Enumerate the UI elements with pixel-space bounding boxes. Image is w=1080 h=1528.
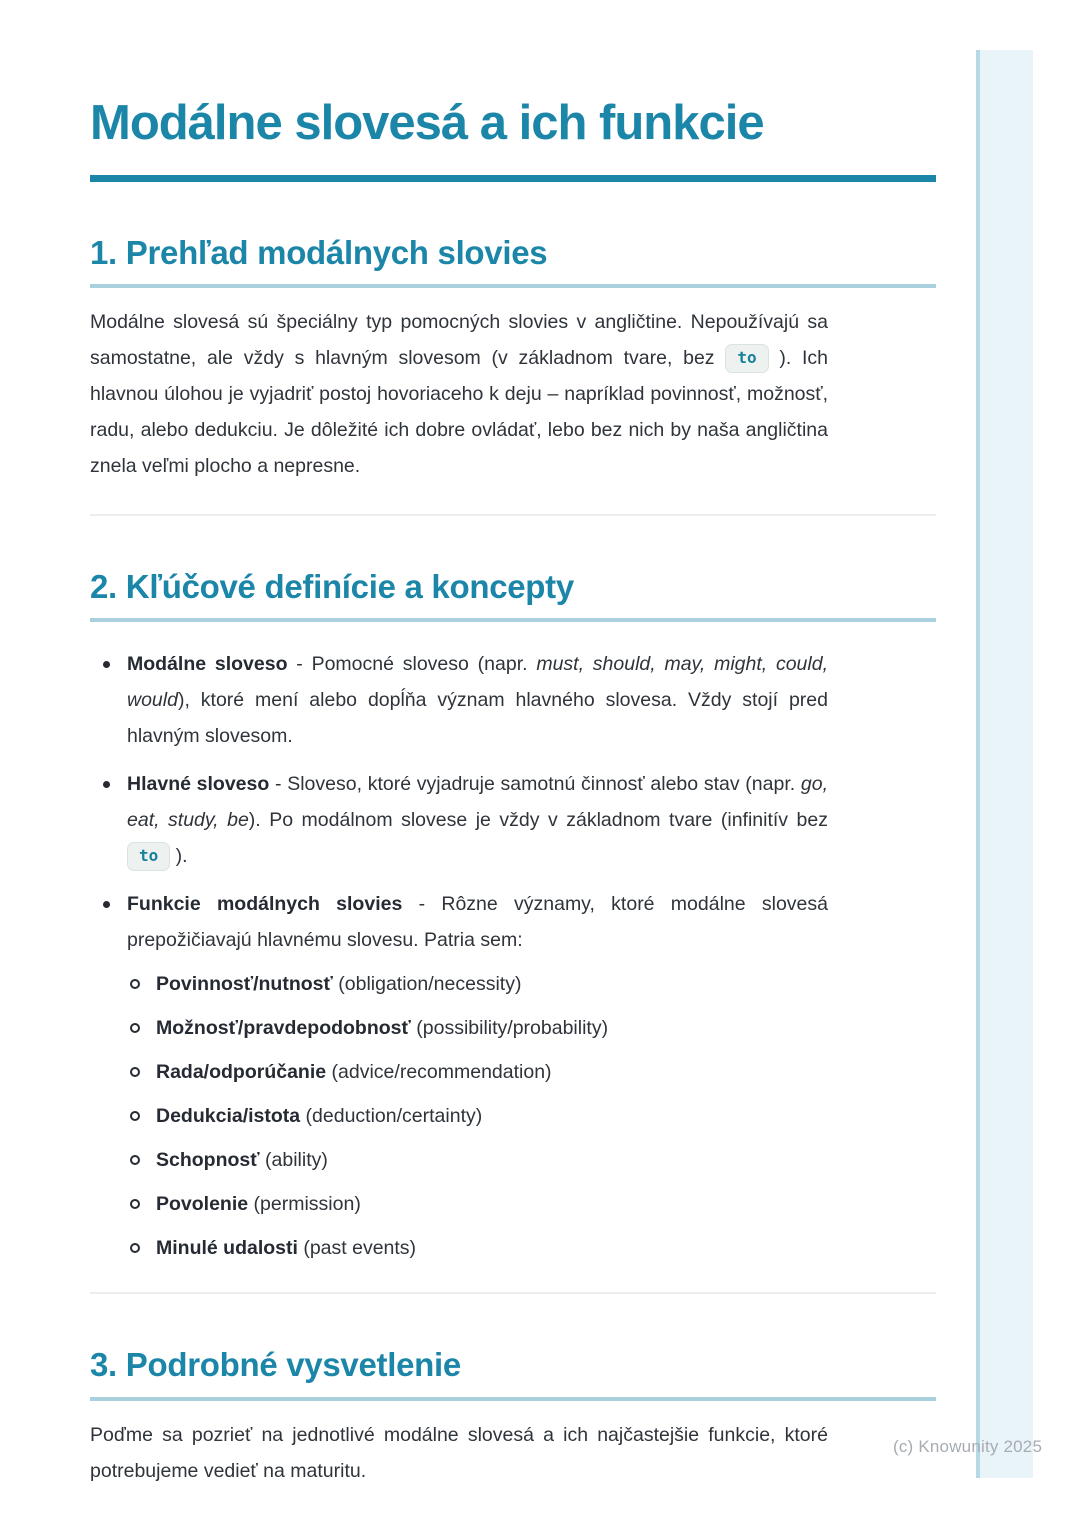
definition-text: ). — [170, 845, 188, 868]
document-header — [90, 94, 936, 182]
definitions-list — [90, 646, 828, 1262]
sublist-item — [127, 1146, 828, 1174]
function-label: Minulé udalosti — [156, 1237, 298, 1260]
list-item — [90, 886, 828, 1262]
example-verbs: go, eat, study, be — [127, 773, 828, 832]
sublist-item — [127, 1058, 828, 1086]
inline-code-to-chip: to — [725, 344, 768, 373]
functions-sublist — [127, 970, 828, 1262]
function-label: Povolenie — [156, 1193, 249, 1216]
paragraph-text: Modálne slovesá sú špeciálny typ pomocných slovies v angličtine. Nepoužívajú sa samostatne, ale vždy s hlavným slovesom (v základnom tvare, bez — [90, 311, 828, 370]
function-label: Rada/odporúčanie — [156, 1061, 327, 1084]
section-2-rule — [90, 618, 936, 622]
list-item — [90, 646, 828, 754]
section-divider — [90, 1292, 936, 1294]
section-3-rule — [90, 1397, 936, 1401]
page-title: Modálne slovesá a ich funkcie — [90, 96, 764, 150]
sublist-item — [127, 1102, 828, 1130]
sublist-item — [127, 970, 828, 998]
function-label: Schopnosť — [156, 1149, 260, 1172]
definition-text: - Rôzne významy, ktoré modálne slovesá prepožičiavajú hlavnému slovesu. Patria sem: — [127, 893, 828, 952]
function-translation: (possibility/probability) — [410, 1017, 609, 1040]
section-1-paragraph — [90, 304, 828, 484]
list-item — [90, 766, 828, 874]
section-2-heading: 2. Kľúčové definície a koncepty — [90, 568, 574, 606]
watermark-bar — [976, 50, 1033, 1478]
section-explanation — [90, 1344, 936, 1488]
section-divider — [90, 514, 936, 516]
function-translation: (advice/recommendation) — [326, 1061, 552, 1084]
function-translation: (obligation/necessity) — [332, 973, 522, 996]
definition-text: ). Po modálnom slovese je vždy v základnom tvare (infinitív bez — [248, 809, 828, 832]
section-1-rule — [90, 284, 936, 288]
term-label: Hlavné sloveso — [127, 773, 270, 796]
function-translation: (ability) — [259, 1149, 328, 1172]
definition-text: - Sloveso, ktoré vyjadruje samotnú činnosť alebo stav (napr. — [269, 773, 801, 796]
title-rule — [90, 175, 936, 182]
paragraph-text: ). Ich hlavnou úlohou je vyjadriť postoj hovoriaceho k deju – napríklad povinnosť, možnosť, radu, alebo dedukciu. Je dôležité ich dobre ovládať, lebo bez nich by naša angličtina znela veľmi plocho a nepresne. — [90, 347, 828, 478]
section-3-paragraph: Poďme sa pozrieť na jednotlivé modálne slovesá a ich najčastejšie funkcie, ktoré potrebujeme vedieť na maturitu. — [90, 1423, 828, 1482]
sublist-item — [127, 1190, 828, 1218]
definition-text: - Pomocné sloveso (napr. — [287, 653, 537, 676]
function-label: Povinnosť/nutnosť — [156, 973, 333, 996]
section-1-heading: 1. Prehľad modálnych slovies — [90, 233, 548, 271]
function-label: Dedukcia/istota — [156, 1105, 301, 1128]
definition-text: ), ktoré mení alebo dopĺňa význam hlavného slovesa. Vždy stojí pred hlavným slovesom. — [127, 689, 828, 748]
function-label: Možnosť/pravdepodobnosť — [156, 1017, 411, 1040]
function-translation: (permission) — [248, 1193, 361, 1216]
footer-copyright: (c) Knowunity 2025 — [893, 1437, 1043, 1456]
sublist-item — [127, 1234, 828, 1262]
section-definitions — [90, 566, 936, 1262]
section-overview — [90, 232, 936, 484]
function-translation: (deduction/certainty) — [300, 1105, 483, 1128]
inline-code-to-chip: to — [127, 842, 170, 871]
section-3-heading: 3. Podrobné vysvetlenie — [90, 1346, 461, 1384]
example-verbs: must, should, may, might, could, would — [127, 653, 828, 712]
term-label: Funkcie modálnych slovies — [127, 893, 403, 916]
term-label: Modálne sloveso — [127, 653, 288, 676]
sublist-item — [127, 1014, 828, 1042]
function-translation: (past events) — [297, 1237, 417, 1260]
